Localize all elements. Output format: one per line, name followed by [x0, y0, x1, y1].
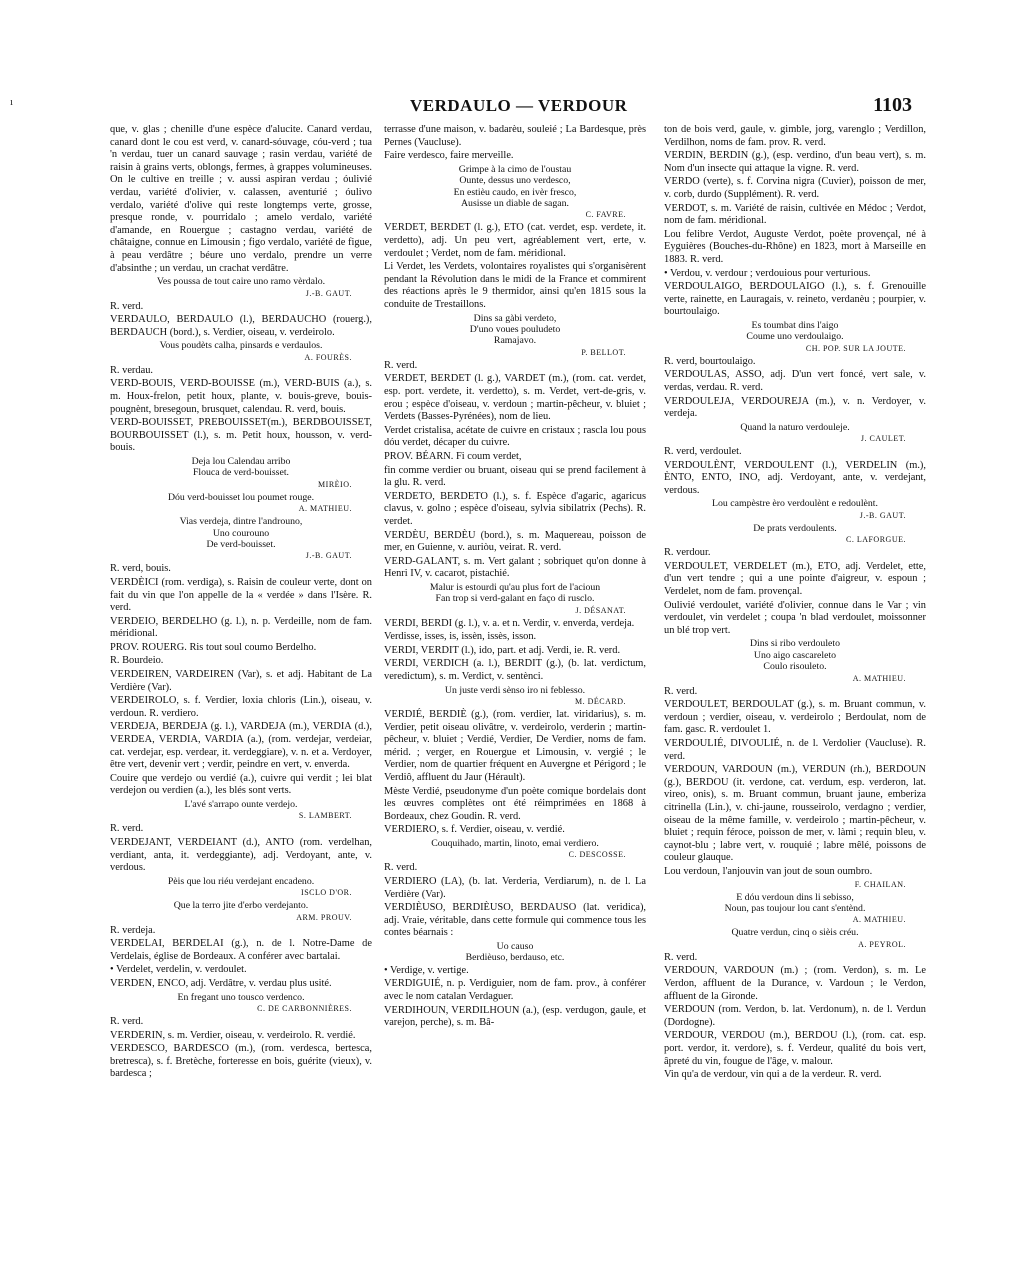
entry-paragraph: VERDÈICI (rom. verdiga), s. Raisin de couleur verte, dont on fait du vin que l'on appelle de la « verdée » dans l'Isère. R. verd. [110, 576, 372, 614]
entry-paragraph: VERDIERO, s. f. Verdier, oiseau, v. verdié. [384, 824, 565, 836]
entry-paragraph: VERDET, BERDET (l. g.), ETO (cat. verdet, esp. verdete, it. verdetto), adj. Un peu vert, agréablement vert, erte, v. verdoulet ; Verdet, nom de fam. méridional. [384, 222, 646, 259]
entry-paragraph: R. verd. [664, 951, 698, 963]
entry-paragraph: R. verd. [110, 823, 144, 835]
quotation: Deja lou Calendau arribo Flouca de verd-bouisset. [191, 455, 291, 479]
entry-paragraph: R. verd. [110, 300, 144, 312]
entry-paragraph: VERDOULET, BERDOULAT (g.), s. m. Bruant commun, v. verdoun ; verdier, oiseau, v. verdeirolo ; Berdoulat, nom de fam. gasc. R. verdoulet 1. [664, 699, 926, 736]
column-3 [664, 124, 926, 1264]
entry-paragraph: VERDAULO, BERDAULO (l.), BERDAUCHO (rouerg.), BERDAUCH (bord.), s. Verdier, oiseau, v. verdeirolo. [110, 314, 372, 338]
entry-paragraph: VERDERIN, s. m. Verdier, oiseau, v. verdeirolo. R. verdié. [110, 1029, 356, 1041]
entry-paragraph: VERDIGUIÉ, n. p. Verdiguier, nom de fam. prov., à conférer avec le nom catalan Verdaguer. [384, 978, 646, 1002]
quote-attribution: S. LAMBERT. [298, 811, 352, 821]
quote-attribution: P. BELLOT. [581, 347, 626, 357]
entry-paragraph: R. verd. [664, 685, 698, 697]
entry-paragraph: R. verd. [384, 359, 418, 371]
entry-paragraph: VERDIN, BERDIN (g.), (esp. verdino, d'un beau vert), s. m. Nom d'un insecte qui attaque la vigne. R. verd. [664, 150, 926, 174]
margin-mark: ı [10, 96, 14, 108]
quote-attribution: ISCLO D'OR. [301, 888, 352, 898]
quotation: Quatre verdun, cinq o sièis créu. [731, 927, 859, 939]
entry-paragraph: VERDEIREN, VARDEIREN (Var), s. et adj. Habitant de La Verdière (Var). [110, 669, 372, 693]
quote-attribution: A. MATHIEU. [298, 504, 352, 514]
quote-attribution: CH. POP. SUR LA JOUTE. [805, 343, 906, 353]
entry-paragraph: VERDI, VERDIT (l.), ido, part. et adj. Verdi, ie. R. verd. [384, 644, 621, 656]
entry-paragraph: VERDI, BERDI (g. l.), v. a. et n. Verdir, v. enverda, verdeja. [384, 617, 635, 629]
entry-paragraph: Oulivié verdoulet, variété d'olivier, connue dans le Var ; vin verdoulet, vin verdelet ; coupa 'n blad verdoulet, moissonner un blé trop vert. [664, 599, 926, 636]
entry-paragraph: VERDOULAIGO, BERDOULAIGO (l.), s. f. Grenouille verte, rainette, en Lauragais, v. reineto, verdanèu ; pourpier, v. bourtoulaigo. [664, 281, 926, 318]
column-1 [110, 124, 372, 1264]
quote-attribution: C. DE CARBONNIÈRES. [257, 1003, 352, 1013]
page-number: 1103 [873, 94, 912, 116]
entry-paragraph: VERDOUN, VARDOUN (m.), VERDUN (rh.), BERDOUN (g.), BERDOU (it. verdone, cat. verdum, esp. verderon, lat. vireo, onis), s. m. Bruant commun, bruant jaune, emberiza citrinella (Lin.), v. chi-jaune, rousseirolo, verdagno ; verdier, oiseau de la même famille, v. verdeirolo ; martin-pêcheur, v. bluiet ; requin féroce, poisson de mer, v. làmi ; requin bleu, v. caynot-blu ; labre vert, v. rouquié ; labre mêlé, poissons de couleur glauque. [664, 764, 926, 864]
entry-paragraph: Lou felibre Verdot, Auguste Verdot, poète provençal, né à Eyguières (Bouches-du-Rhône) en 1823, mort à Marseille en 1883. R. verd. [664, 228, 926, 265]
entry-paragraph: VERDETO, BERDETO (l.), s. f. Espèce d'agaric, agaricus clavus, v. golno ; espèce d'oiseau, sylvia sibilatrix (Pechs). R. verdet. [384, 490, 646, 527]
entry-paragraph: R. verdour. [664, 547, 711, 559]
quotation: Vous poudèts calha, pinsards e verdaulos. [159, 340, 323, 352]
entry-paragraph: VERDÈU, BERDÈU (bord.), s. m. Maquereau, poisson de mer, en Guienne, v. auriòu, veirat. R. verd. [384, 529, 646, 554]
entry-paragraph: VERDEN, ENCO, adj. Verdâtre, v. verdau plus usité. [110, 977, 332, 989]
entry-paragraph: VERDOUN, VARDOUN (m.) ; (rom. Verdon), s. m. Le Verdon, affluent de la Durance, v. Vardoun ; le Verdon, affluent de la Gironde. [664, 965, 926, 1002]
entry-paragraph: VERDEJA, BERDEJA (g. l.), VARDEJA (m.), VERDIA (d.), VERDEA, VERDIA, VARDIA (a.), (rom. verdejar, verdeiar, cat. verdejar, esp. verdear, it. verdeggiare), v. n. et a. Verdoyer, être vert, devenir vert ; verdir, peindre en vert, v. enverda. [110, 721, 372, 771]
entry-paragraph: VERDO (verte), s. f. Corvina nigra (Cuvier), poisson de mer, v. corb, durdo (Supplément). R. verd. [664, 176, 926, 200]
quotation: Pèis que lou riéu verdejant encadeno. [167, 875, 315, 887]
entry-paragraph: VERDOT, s. m. Variété de raisin, cultivée en Médoc ; Verdot, nom de fam. méridional. [664, 202, 926, 227]
quotation: Grimpe à la cimo de l'oustau Ounte, dessus uno verdesco, En estièu caudo, en ivèr fresco, Ausisse un diable de sagan. [453, 163, 577, 209]
quotation: Ves poussa de tout caire uno ramo vèrdalo. [156, 276, 326, 288]
entry-paragraph: R. verd, bourtoulaigo. [664, 355, 756, 367]
column-2 [384, 124, 646, 1264]
entry-paragraph: VERDI, VERDICH (a. l.), BERDIT (g.), (b. lat. verdictum, veredictum), s. m. Verdict, v. sentènci. [384, 658, 646, 683]
entry-paragraph: VERD-BOUIS, VERD-BOUISSE (m.), VERD-BUIS (a.), s. m. Houx-frelon, petit houx, plante, v. bouis-greve, bouis-pougnènt, bresegoun, brusquet, calendau. R. verd, bouis. [110, 378, 372, 415]
quote-attribution: M. DÉCARD. [574, 697, 626, 707]
entry-paragraph: VERDIÈUSO, BERDIÈUSO, BERDAUSO (lat. veridica), adj. Vraie, véritable, dans cette formule qui commence tous les contes béarnais : [384, 902, 646, 939]
entry-paragraph: VERDOULET, VERDELET (m.), ETO, adj. Verdelet, ette, d'un vert tendre ; qui a une pointe d'aigreur, v. espoun ; Verdelet, nom de fam. provençal. [664, 560, 926, 598]
quotation: Dóu verd-bouisset lou poumet rouge. [167, 491, 315, 503]
quotation: E dóu verdoun dins li sebisso, Noun, pas toujour lou cant s'entènd. [724, 891, 866, 914]
quote-attribution: A. MATHIEU. [852, 915, 906, 925]
quote-attribution: A. FOURÈS. [304, 352, 352, 362]
quote-attribution: C. LAFORGUE. [845, 535, 906, 545]
quotation: Lou campèstre èro verdoulènt e redoulènt. [712, 498, 878, 510]
entry-paragraph: VERDIHOUN, VERDILHOUN (a.), (esp. verdugon, gaule, et varejon, perche), s. m. Bâ- [384, 1004, 646, 1029]
quotation: Vias verdeja, dintre l'androuno, Uno courouno De verd-bouisset. [179, 516, 303, 550]
entry-paragraph: VERDEIROLO, s. f. Verdier, loxia chloris (Lin.), oiseau, v. verdoun. R. verdiero. [110, 695, 372, 719]
entry-paragraph: que, v. glas ; chenille d'une espèce d'alucite. Canard verdau, canard dont le cou est verd, v. canard-sóuvage, cóu-verd ; tua 'n verdau, tuer un canard sauvage ; rasin verdau, variété de raisin à grains verts, oblongs, fermes, à grappes volumineuses. On le cultive en treille ; v. aussi aspiran verdau ; óulivié verdau, variété d'olivier, v. calassen, aventurié ; óulivo verdalo, variété d'olive qui reste longtemps verte, grosse, presque ronde, v. pourridalo ; amelo verdalo, variété d'amande, en Rouergue ; castagno verdau, variété de châtaigne, connue en Limousin ; figo verdalo, variété de figue, à peau verdâtre ; béure uno verdalo, prendre un verre d'absinthe ; un verdau, un crachat verdâtre. [110, 124, 372, 274]
quotation: Dins sa gàbi verdeto, D'uno voues pouludeto Ramajavo. [469, 312, 561, 347]
entry-paragraph: VERDIERO (LA), (b. lat. Verderia, Verdiarum), n. de l. La Verdière (Var). [384, 876, 646, 900]
entry-paragraph: • Verdelet, verdelin, v. verdoulet. [110, 964, 247, 976]
entry-paragraph: Lou verdoun, l'anjouvin van jout de soun oumbro. [664, 865, 873, 877]
entry-paragraph: fin comme verdier ou bruant, oiseau qui se prend facilement à la glu. R. verd. [384, 464, 646, 489]
entry-paragraph: • Verdou, v. verdour ; verdouious pour verturious. [664, 267, 871, 279]
entry-paragraph: VERDET, BERDET (l. g.), VARDET (m.), (rom. cat. verdet, esp. port. verdete, it. verdetto), s. m. Verdet, vert-de-gris, v. erou ; espèce d'oiseau, v. verdoun ; martin-pêcheur, v. bluiet ; Verdets (Basses-Pyrénées), nom de lieu. [384, 373, 646, 423]
quotation: Couquihado, martin, linoto, emai verdiero. [431, 838, 599, 849]
page-header [110, 96, 910, 118]
quotation: Que la terro jite d'erbo verdejanto. [173, 900, 309, 912]
entry-paragraph: • Verdige, v. vertige. [384, 964, 469, 976]
quotation: En fregant uno tousco verdenco. [177, 991, 305, 1003]
entry-paragraph: VERDEJANT, VERDEIANT (d.), ANTO (rom. verdelhan, verdiant, anta, it. verdeggiante), adj. Verdoyant, ante, v. verdous. [110, 837, 372, 874]
entry-paragraph: VERD-GALANT, s. m. Vert galant ; sobriquet qu'on donne à Henri IV, v. cacarot, pistachié. [384, 555, 646, 580]
entry-paragraph: R. verdeja. [110, 924, 156, 936]
entry-paragraph: VERDOULAS, ASSO, adj. D'un vert foncé, vert sale, v. verdas, verdau. R. verd. [664, 369, 926, 393]
quote-attribution: J. CAULET. [860, 434, 906, 444]
quotation: Uo causo Berdièuso, berdauso, etc. [465, 940, 565, 964]
entry-paragraph: terrasse d'une maison, v. badarèu, souleié ; La Bardesque, près Pernes (Vaucluse). [384, 124, 646, 148]
quote-attribution: C. FAVRE. [585, 210, 626, 220]
quotation: De prats verdoulents. [753, 522, 837, 534]
entry-paragraph: Verdet cristalisa, acétate de cuivre en cristaux ; rascla lou pous dóu verdet, décaper du cuivre. [384, 424, 646, 449]
quote-attribution: J.-B. GAUT. [305, 551, 352, 561]
entry-paragraph: R. Bourdeio. [110, 655, 164, 667]
entry-paragraph: Faire verdesco, faire merveille. [384, 150, 514, 162]
entry-paragraph: VERDEIO, BERDELHO (g. l.), n. p. Verdeille, nom de fam. méridional. [110, 615, 372, 640]
quote-attribution: C. DESCOSSE. [568, 850, 626, 860]
entry-paragraph: R. verd. [384, 862, 418, 874]
entry-paragraph: Couire que verdejo ou verdié (a.), cuivre qui verdit ; lei blat verdejon ou verdien (a.), les blés sont verts. [110, 772, 372, 797]
quote-attribution: A. PEYROL. [858, 939, 906, 949]
entry-paragraph: R. verd, verdoulet. [664, 446, 742, 458]
entry-paragraph: VERDOULÈNT, VERDOULENT (l.), VERDELIN (m.), ÈNTO, ENTO, INO, adj. Verdoyant, ante, v. verdejant, verdous. [664, 459, 926, 496]
entry-paragraph: Vin qu'a de verdour, vin qui a de la verdeur. R. verd. [664, 1069, 882, 1081]
entry-paragraph: R. verd, bouis. [110, 563, 171, 575]
quote-attribution: J.-B. GAUT. [859, 510, 906, 520]
quotation: L'avé s'arrapo ounte verdejo. [184, 799, 298, 810]
quotation: Malur is estourdi qu'au plus fort de l'acioun Fan trop si verd-galant en faço di rusclo. [429, 581, 601, 605]
entry-paragraph: VERDOUN (rom. Verdon, b. lat. Verdonum), n. de l. Verdun (Dordogne). [664, 1004, 926, 1028]
entry-paragraph: ton de bois verd, gaule, v. gimble, jorg, varenglo ; Verdillon, Verdilhon, noms de fam. prov. R. verd. [664, 124, 926, 148]
quotation: Es toumbat dins l'aigo Coume uno verdoulaigo. [746, 319, 844, 343]
entry-paragraph: PROV. ROUERG. Ris tout soul coumo Berdelho. [110, 641, 317, 653]
quote-attribution: J. DÉSANAT. [575, 605, 626, 615]
entry-paragraph: PROV. BÉARN. Fi coum verdet, [384, 450, 522, 462]
entry-paragraph: VERD-BOUISSET, PREBOUISSET(m.), BERDBOUISSET, BOURBOUISSET (l.), s. m. Petit houx, housson, v. verd-bouis. [110, 417, 372, 454]
entry-paragraph: VERDELAI, BERDELAI (g.), n. de l. Notre-Dame de Verdelais, église de Bordeaux. A conférer avec bartalai. [110, 938, 372, 962]
entry-paragraph: R. verd. [110, 1015, 144, 1027]
quotation: Dins si ribo verdouleto Uno aigo cascareleto Coulo risouleto. [749, 638, 841, 673]
quote-attribution: J.-B. GAUT. [305, 288, 352, 298]
entry-paragraph: VERDIÉ, BERDIÈ (g.), (rom. verdier, lat. viridarius), s. m. Verdier, petit oiseau olivâtre, v. verdeirolo, verderin ; martin-pêcheur, v. bluiet ; Verdié, Verdier, De Verdier, noms de fam. mérid. ; verger, en Rouergue et Limousin, v. vergié ; le Verdier, nom de quartier fréquent en Auvergne et Périgord ; le Verdiô, affluent du Jaur (Hérault). [384, 709, 646, 784]
entry-paragraph: Mèste Verdié, pseudonyme d'un poète comique bordelais dont les œuvres complètes ont été réimprimées en 1868 à Bordeaux, chez Goudin. R. verd. [384, 785, 646, 822]
entry-paragraph: VERDESCO, BARDESCO (m.), (rom. verdesca, bertesca, bretresca), s. f. Bretèche, forteresse en bois, guérite (vieux), v. bardesca ; [110, 1043, 372, 1080]
entry-paragraph: VERDOUR, VERDOU (m.), BERDOU (l.), (rom. cat. esp. port. verdor, it. verdore), s. f. Verdeur, qualité du bois vert, âpreté du vin, fougue de l'âge, v. malour. [664, 1030, 926, 1067]
quote-attribution: A. MATHIEU. [852, 673, 906, 683]
entry-paragraph: R. verdau. [110, 364, 153, 376]
entry-paragraph: VERDOULIÉ, DIVOULIÉ, n. de l. Verdolier (Vaucluse). R. verd. [664, 738, 926, 762]
quote-attribution: MIRÈIO. [318, 479, 352, 489]
quote-attribution: ARM. PROUV. [296, 912, 352, 922]
entry-paragraph: Verdisse, isses, is, issèn, issès, isson. [384, 631, 537, 643]
quotation: Un juste verdi sènso iro ni feblesso. [444, 684, 586, 696]
entry-paragraph: Li Verdet, les Verdets, volontaires royalistes qui s'organisèrent pendant la Révolution dans le midi de la France et commirent des réactions après le 9 thermidor, ainsi qu'en 1815 sous la conduite de Trestaillons. [384, 261, 646, 310]
running-title: VERDAULO — VERDOUR [410, 96, 628, 115]
quotation: Quand la naturo verdouleje. [740, 421, 850, 433]
entry-paragraph: VERDOULEJA, VERDOUREJA (m.), v. n. Verdoyer, v. verdeja. [664, 395, 926, 420]
quote-attribution: F. CHAILAN. [854, 879, 906, 889]
